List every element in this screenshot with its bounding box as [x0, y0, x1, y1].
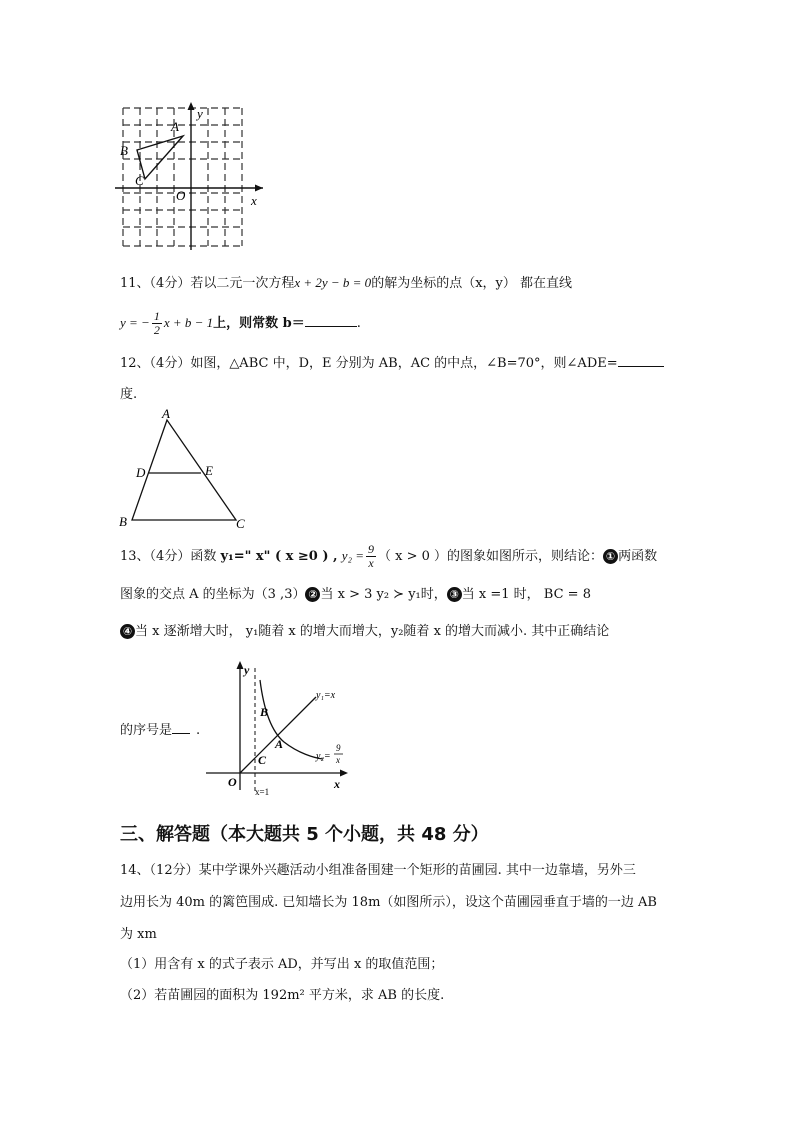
grid-label-C: C: [135, 173, 144, 188]
grid-label-A: A: [171, 119, 179, 134]
graph-label-O: O: [228, 775, 237, 789]
q12-unit: 度.: [120, 387, 138, 402]
graph-label-y2: y₂=: [316, 751, 331, 762]
q14-part2: （2）若苗圃园的面积为 192m² 平方米，求 AB 的长度.: [120, 988, 445, 1003]
q11-frac-den: 2: [153, 323, 160, 337]
q14-line2: 边用长为 40m 的篱笆围成. 已知墙长为 18m（如图所示），设这个苗圃园垂直于墙的一边 AB: [120, 895, 657, 910]
tri-label-C: C: [236, 516, 245, 531]
tri-label-B: B: [119, 514, 127, 529]
q11-end: .: [356, 316, 361, 331]
q13-y2: y₂ =: [341, 548, 365, 563]
graph-label-A: A: [275, 737, 284, 751]
q12-text: 12、（4分）如图，△ABC 中，D，E 分别为 AB，AC 的中点，∠B=70°，则∠ADE=: [120, 356, 618, 371]
tri-label-A: A: [162, 408, 170, 421]
q13-frac-num: 9: [368, 542, 375, 556]
q12-line1: [120, 354, 664, 374]
q13-frac-den: x: [368, 556, 374, 570]
graph-label-y1: y₁=x: [316, 690, 336, 701]
graph-label-C: C: [258, 753, 267, 767]
triangle-figure: [115, 408, 255, 532]
grid-label-y: y: [197, 106, 203, 121]
q13-marker-1: ①: [603, 549, 618, 564]
graph-label-x: x: [334, 777, 340, 791]
q11-answer-blank[interactable]: [305, 326, 357, 327]
q13-end: .: [196, 723, 201, 738]
grid-label-x: x: [251, 193, 257, 208]
q13-condition: （ x > 0 ）的图象如图所示，则结论：: [378, 549, 604, 564]
tri-label-D: D: [136, 465, 146, 480]
grid-figure: [115, 100, 275, 252]
q13-line4: [120, 721, 200, 741]
graph-label-x1: x=1: [255, 787, 270, 797]
graph-label-y: y: [244, 663, 250, 677]
q13-intro: 13、（4分）函数: [120, 549, 217, 564]
q13-marker-4: ④: [120, 624, 135, 639]
q13-question: 的序号是: [120, 723, 173, 738]
function-graph: [198, 652, 358, 802]
grid-label-B: B: [120, 143, 128, 158]
section-3-heading: 三、解答题（本大题共 5 个小题，共 48 分）: [120, 824, 489, 845]
q13-answer-blank[interactable]: [172, 733, 190, 734]
graph-label-y2-num: 9: [336, 743, 341, 753]
q11-suffix: 上，则常数 b＝: [213, 316, 305, 331]
q13-y1: y₁=" x" ( x ≥0 ) ,: [220, 549, 338, 564]
q13-intersection: 图象的交点 A 的坐标为（3 ,3）: [120, 587, 306, 602]
q14-part1: （1）用含有 x 的式子表示 AD，并写出 x 的取值范围；: [120, 957, 444, 972]
tri-label-E: E: [205, 463, 213, 478]
graph-label-y2-den: x: [336, 755, 340, 765]
q13-line1: [120, 543, 657, 570]
q12-line2: [120, 385, 137, 405]
grid-label-O: O: [176, 188, 186, 203]
q11-frac-num: 1: [153, 309, 160, 323]
q13-statement-4: 当 x 逐渐增大时， y₁随着 x 的增大而增大，y₂随着 x 的增大而减小. 其中正确结论: [135, 624, 610, 639]
q11-fraction: [152, 310, 162, 337]
q11-equation: x + 2y − b = 0: [294, 275, 372, 290]
q11-prefix: 11、（4分）若以二元一次方程: [120, 276, 295, 291]
q11-mid: 的解为坐标的点（x，y） 都在直线: [371, 276, 572, 291]
q14-line1: 14、（12分）某中学课外兴趣活动小组准备围建一个矩形的苗圃园. 其中一边靠墙，另外三: [120, 863, 636, 878]
q11-line-lhs: y = −: [120, 315, 150, 330]
q13-line1-end: 两函数: [618, 549, 658, 564]
q13-statement-3: 当 x =1 时， BC = 8: [461, 587, 591, 602]
q13-line2: [120, 585, 591, 605]
graph-label-B: B: [260, 705, 269, 719]
q11-line2: [120, 310, 361, 337]
q11-line-rhs: x + b − 1: [163, 315, 214, 330]
q13-marker-2: ②: [305, 587, 320, 602]
q13-line3: [120, 622, 609, 642]
q11-line1: [120, 273, 572, 294]
q12-answer-blank[interactable]: [618, 366, 664, 367]
q13-fraction: [366, 543, 376, 570]
q13-statement-2: 当 x > 3 y₂ ≻ y₁时，: [320, 587, 447, 602]
q14-line3: 为 xm: [120, 927, 157, 942]
q13-marker-3: ③: [447, 587, 462, 602]
